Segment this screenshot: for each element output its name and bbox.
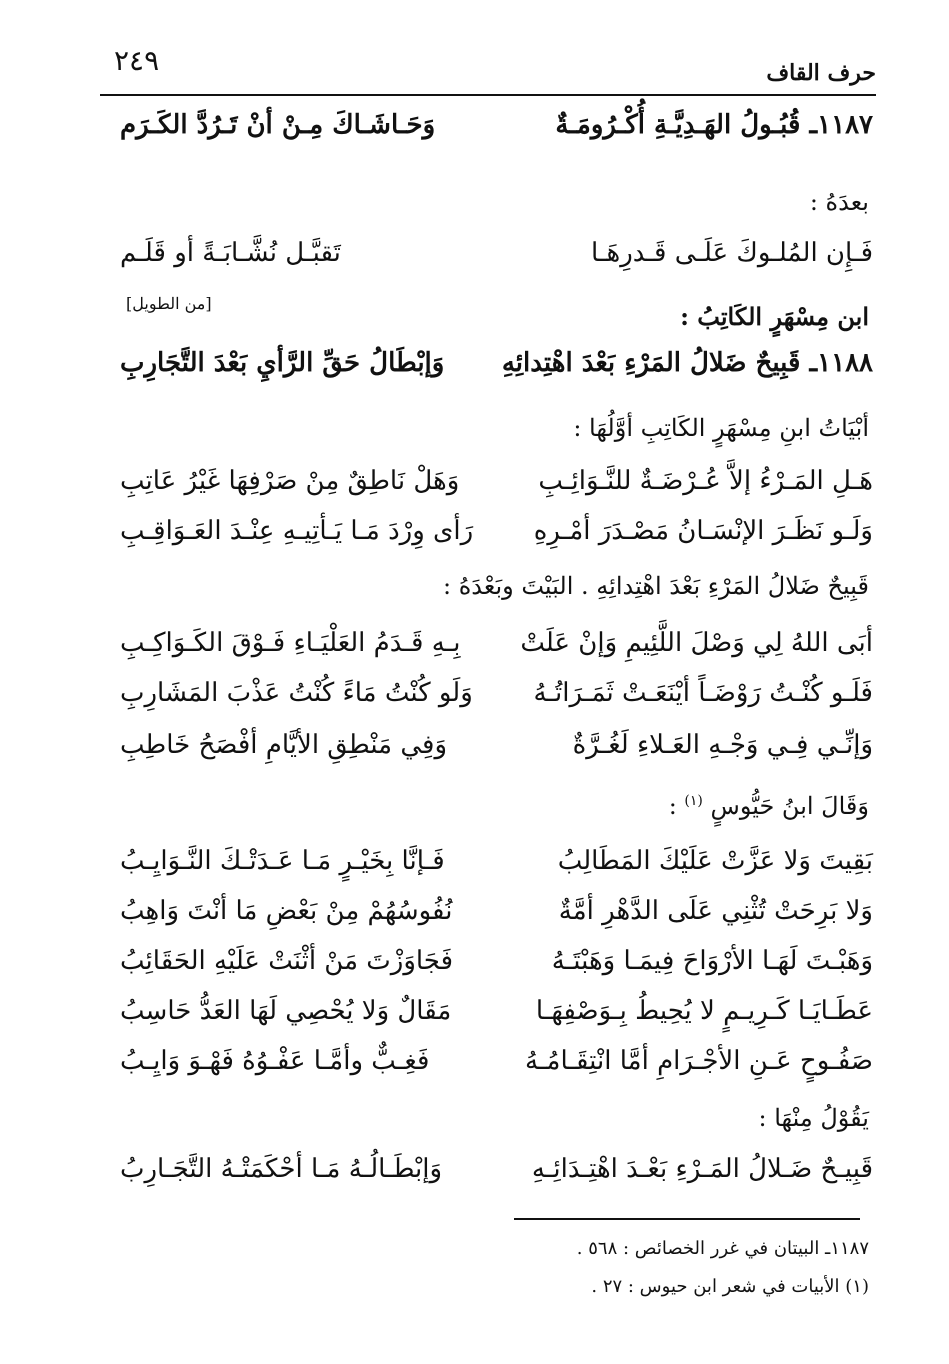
verse-left: نُفُوسُهُمْ مِنْ بَعْضِ مَا أنْتَ وَاهِبُ: [120, 896, 453, 926]
footnote-ref: (١): [684, 793, 703, 809]
verse-right: عَطَـايَـا كَـرِيـمٍ لا يُحِيطُ بِـوَصْفِهَـا: [535, 996, 873, 1026]
chapter-title: حرف القاف: [766, 60, 876, 86]
verse-left: وَهَلْ نَاطِقٌ مِنْ صَرْفِهَا غَيْرُ عَاتِبِ: [120, 466, 460, 496]
verse-right: وَإنِّـي فِـي وَجْـهِ العَـلاءِ لَغُـرَّةٌ: [572, 730, 873, 760]
footnote: ١١٨٧ـ البيتان في غرر الخصائص : ٥٦٨ .: [576, 1238, 869, 1259]
page-number: ٢٤٩: [114, 44, 160, 77]
entry-1187-left: وَحَـاشَـاكَ مِـنْ أنْ تَـرُدَّ الكَـرَم: [120, 110, 436, 140]
footnote-rule: [514, 1218, 860, 1220]
after-label: بعدَهُ :: [809, 188, 869, 216]
verse-left: وَإبْطَـالُـهُ مَـا أحْكَمَتْـهُ التَّجَـارِبُ: [120, 1154, 443, 1184]
verse-right: فَلَـو كُنْـتُ رَوْضَـاً أيْنَعَـتْ ثَمَـرَاتُـهُ: [533, 678, 873, 708]
verse-left: فَجَاوَزْتَ مَنْ أثْنَتْ عَلَيْهِ الحَقَائِبُ: [120, 946, 454, 976]
verse-right: بَقِيتَ وَلا عَزَّتْ عَلَيْكَ المَطَالِبُ: [557, 846, 873, 876]
verse-left: فَغِـبٌّ وأمَّـا عَفْـوُهُ فَهْـوَ وَايِـبُ: [120, 1046, 430, 1076]
verse-right: وَهَبْـتَ لَهَـا الأرْوَاحَ فِيمَـا وَهَبْتَـهُ: [551, 946, 873, 976]
verse-right: صَفُـوحٍ عَـنِ الأجْـرَامِ أمَّا انْتِقَـامُـهُ: [524, 1046, 873, 1076]
label-colon: :: [668, 792, 677, 820]
verse-right: هَـلِ المَـرْءُ إلاَّ عُـرْضَـةٌ للنَّـوَائِـبِ: [538, 466, 873, 496]
bridge-line: قَبِيحٌ ضَلالُ المَرْءِ بَعْدَ اهْتِدائِهِ . البَيْتَ وبَعْدَهُ :: [443, 572, 869, 600]
yaqul-label: يَقُوْلُ مِنْهَا :: [758, 1104, 869, 1132]
verse-left: تَقبَّـل نُشَّـابَـةً أو قَلَـم: [120, 238, 341, 268]
verse-right: وَلا بَرِحَتْ تُثْنِي عَلَى الدَّهْرِ أمَّةٌ: [558, 896, 873, 926]
verse-left: مَقَالٌ وَلا يُحْصِي لَهَا العَدُّ حَاسِبُ: [120, 996, 452, 1026]
verse-left: وَلَو كُنْتُ مَاءً كُنْتُ عَذْبَ المَشَارِبِ: [120, 678, 473, 708]
header-rule: [100, 94, 876, 96]
poet-label: ابن مِسْهَرٍ الكَاتِبُ :: [680, 302, 869, 331]
verse-right: قَبِيـحٌ ضَـلالُ المَـرْءِ بَعْـدَ اهْتِـدَائِـهِ: [531, 1154, 873, 1184]
verse-left: بِـهِ قَـدَمُ العَلْيَـاءِ فَـوْقَ الكَـوَاكِـبِ: [120, 628, 461, 658]
entry-1188-right: [502, 348, 873, 378]
verse-left: رَأى وِرْدَ مَـا يَـأتِيـهِ عِنْـدَ العَـوَاقِـبِ: [120, 516, 474, 546]
entry-1188-left: وَإبْطَالُ حَقِّ الرَّأيِ بَعْدَ التَّجَارِبِ: [120, 348, 445, 378]
verse-right: وَلَـو نَظَـرَ الإنْسَـانُ مَصْـدَرَ أمْـرِهِ: [533, 516, 873, 546]
footnote: (١) الأبيات في شعر ابن حيوس : ٢٧ .: [591, 1276, 869, 1297]
entry-number: ١١٨٧ـ: [809, 110, 873, 140]
hemistich-right: قُبُـولُ الهَـدِيَّـةِ أُكْـرُومَـةٌ: [555, 110, 801, 140]
verse-left: فَـإنَّا بِخَيْـرٍ مَـا عَـدَتْـكَ النَّـوَايِـبُ: [120, 846, 445, 876]
verse-right: فَـإِن المُلـوكَ عَلَـى قَـدرِهَـا: [590, 238, 873, 268]
entry-1187-right: [555, 110, 873, 140]
intro-line: أبْيَاتُ ابنِ مِسْهَرٍ الكَاتِبِ أوَّلُهَا :: [573, 414, 869, 442]
label-text: وَقَالَ ابنُ حَيُّوسٍ: [710, 792, 869, 820]
entry-number: ١١٨٨ـ: [809, 348, 873, 378]
verse-left: وَفِي مَنْطِقِ الأيَّامِ أفْصَحُ خَاطِبِ: [120, 730, 448, 760]
ibn-hayyus-label: [669, 792, 869, 820]
verse-right: أبَى اللهُ لِي وَصْلَ اللَّئِيمِ وَإنْ عَلَتْ: [520, 628, 873, 658]
meter-note: [من الطويل]: [126, 294, 212, 313]
hemistich-right: قَبِيحٌ ضَلالُ المَرْءِ بَعْدَ اهْتِدائِهِ: [501, 348, 801, 378]
page-header: [100, 40, 876, 96]
